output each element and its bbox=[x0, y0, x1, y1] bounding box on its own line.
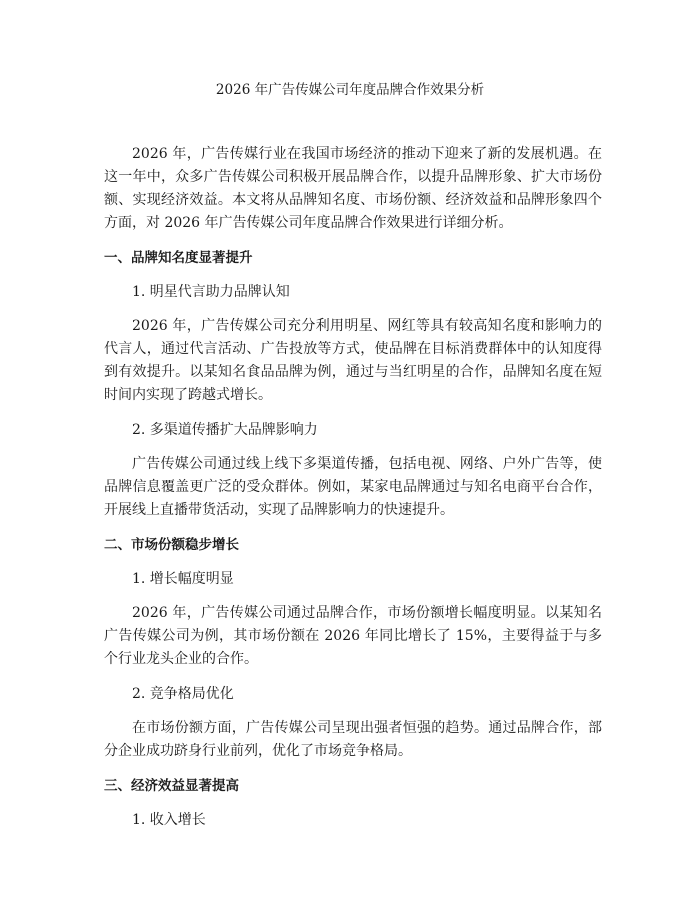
subheading-competition: 2. 竞争格局优化 bbox=[132, 686, 234, 702]
section-heading-economic-benefit: 三、经济效益显著提高 bbox=[104, 778, 239, 794]
subheading-multichannel: 2. 多渠道传播扩大品牌影响力 bbox=[132, 422, 318, 438]
paragraph-competition: 在市场份额方面，广告传媒公司呈现出强者恒强的趋势。通过品牌合作，部分企业成功跻身行业前列，优化了市场竞争格局。 bbox=[104, 720, 602, 759]
subheading-revenue: 1. 收入增长 bbox=[132, 812, 206, 828]
subheading-celebrity-endorsement: 1. 明星代言助力品牌认知 bbox=[132, 284, 290, 300]
document-body bbox=[104, 143, 602, 843]
paragraph-multichannel: 广告传媒公司通过线上线下多渠道传播，包括电视、网络、户外广告等，使品牌信息覆盖更广泛的受众群体。例如，某家电品牌通过与知名电商平台合作，开展线上直播带货活动，实现了品牌影响力的快速提升。 bbox=[104, 456, 602, 518]
section-heading-market-share: 二、市场份额稳步增长 bbox=[104, 537, 239, 553]
subheading-growth: 1. 增长幅度明显 bbox=[132, 571, 234, 587]
intro-paragraph: 2026 年，广告传媒行业在我国市场经济的推动下迎来了新的发展机遇。在这一年中，众多广告传媒公司积极开展品牌合作，以提升品牌形象、扩大市场份额、实现经济效益。本文将从品牌知名度、市场份额、经济效益和品牌形象四个方面，对 2026 年广告传媒公司年度品牌合作效果进行详细分析。 bbox=[104, 146, 602, 231]
paragraph-growth: 2026 年，广告传媒公司通过品牌合作，市场份额增长幅度明显。以某知名广告传媒公司为例，其市场份额在 2026 年同比增长了 15%，主要得益于与多个行业龙头企业的合作。 bbox=[104, 605, 602, 667]
document-title: 2026 年广告传媒公司年度品牌合作效果分析 bbox=[215, 82, 485, 98]
section-heading-brand-awareness: 一、品牌知名度显著提升 bbox=[104, 250, 253, 266]
paragraph-celebrity-endorsement: 2026 年，广告传媒公司充分利用明星、网红等具有较高知名度和影响力的代言人，通过代言活动、广告投放等方式，使品牌在目标消费群体中的认知度得到有效提升。以某知名食品品牌为例，通过与当红明星的合作，品牌知名度在短时间内实现了跨越式增长。 bbox=[104, 318, 602, 403]
